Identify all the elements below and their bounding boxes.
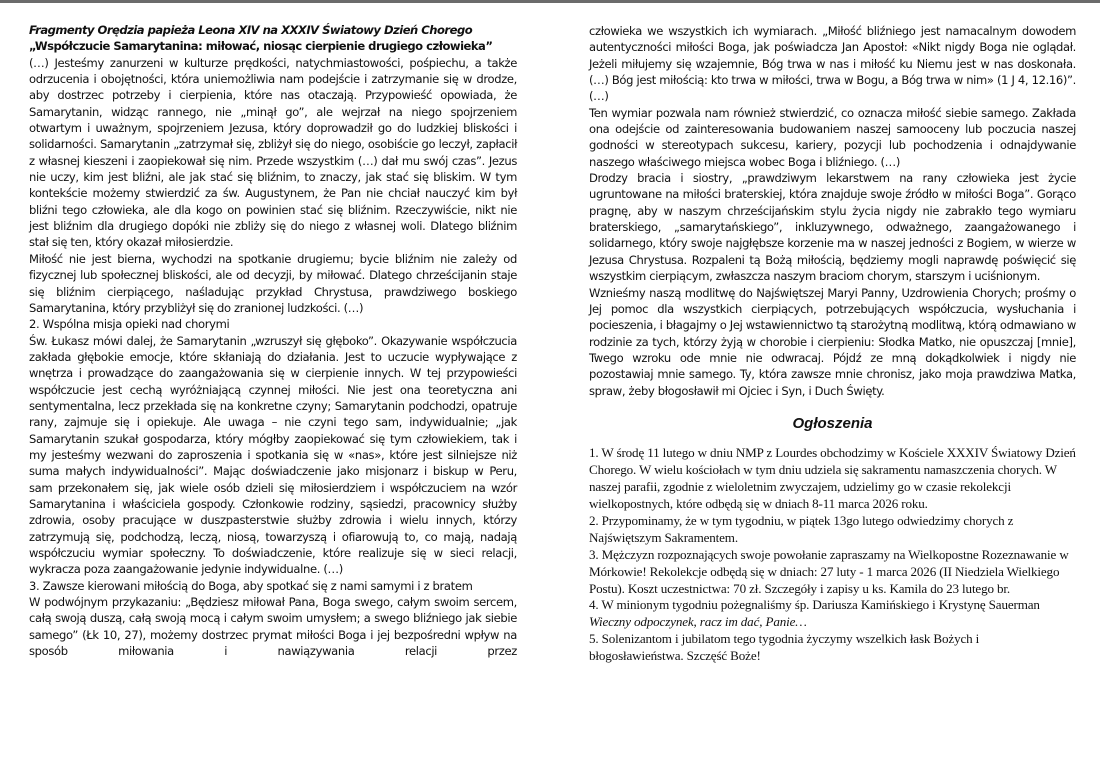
paragraph: Św. Łukasz mówi dalej, że Samarytanin „wzruszył się głęboko”. Okazywanie współczucia zakłada głębokie emocje, które skłaniają do działania. Jest to uczucie wypływające z wnętrza i prowadzące do zaangażowania się w cierpienie innych. W tej przypowieści współczucie jest cechą wyróżniającą czynnej miłości. Nie jest ona teoretyczna ani sentymentalna, lecz przekłada się na konkretne czyny; Samarytanin podchodzi, opatruje rany, zajmuje się i opiekuje. Ale uwaga – nie czyni tego sam, indywidualnie; „jak Samarytanin szukał gospodarza, który mógłby zaopiekować się tym człowiekiem, tak i my jesteśmy wezwani do zaproszenia i spotkania się w «nas», które jest silniejsze niż suma małych indywidualności”. Mając doświadczenie jako misjonarz i biskup w Peru, sam przekonałem się, jak wiele osób dzieli się miłosierdziem i współczuciem na wzór Samarytanina i właściciela gospody. Członkowie rodziny, sąsiedzi, pracownicy służby zdrowia, osoby pracujące w duszpasterstwie służby zdrowia i wielu innych, którzy zatrzymują się, podchodzą, leczą, niosą, towarzyszą i ofiarowują to, co mają, nadają współczuciu wymiar społeczny. To doświadczenie, które realizuje się w sieci relacji, wykracza poza zaangażowanie jedynie indywidualne. (…) (29, 333, 517, 577)
paragraph: Miłość nie jest bierna, wychodzi na spotkanie drugiemu; bycie bliźnim nie zależy od fizycznej lub społecznej bliskości, ale od decyzji, by miłować. Dlatego chrześcijanin staje się bliźnim cierpiącego, naśladując przykład Chrystusa, prawdziwego boskiego Samarytanina, który przybliżył się do zranionej ludzkości. (…) (29, 251, 517, 315)
paragraph: Drodzy bracia i siostry, „prawdziwym lekarstwem na rany człowieka jest życie ugruntowane na miłości braterskiej, która znajduje swoje źródło w miłości Boga”. Gorąco pragnę, aby w naszym chrześcijańskim stylu życia nigdy nie zabrakło tego wymiaru braterskiego, „samarytańskiego”, inkluzywnego, odważnego, zaangażowanego i solidarnego, który swoje najgłębsze korzenie ma w naszej jedności z Bogiem, w wierze w Jezusa Chrystusa. Rozpaleni tą Bożą miłością, będziemy mogli naprawdę poświęcić się wszystkim cierpiącym, zwłaszcza naszym braciom chorym, starszym i uciśnionym. (589, 171, 1076, 284)
announcements-heading: Ogłoszenia (792, 414, 873, 432)
document-subtitle: „Współczucie Samarytanina: miłować, niosąc cierpienie drugiego człowieka” (29, 39, 493, 54)
announcement-item (589, 597, 1076, 631)
paragraph: Ten wymiar pozwala nam również stwierdzić, co oznacza miłość siebie samego. Zakłada ona odejście od zainteresowania budowaniem naszej samooceny lub poczucia naszej godności w stereotypach sukcesu, kariery, pozycji lub pochodzenia i odnajdywanie naszego właściwego miejsca wobec Boga i bliźniego. (…) (589, 105, 1076, 169)
paragraph: W podwójnym przykazaniu: „Będziesz miłował Pana, Boga swego, całym swoim sercem, całą swoją duszą, całą swoją mocą i całym swoim umysłem; a swego bliźniego jak siebie samego” (Łk 10, 27), możemy dostrzec prymat miłości Boga i jej bezpośredni wpływ na sposób miłowania i nawiązywania relacji przez (29, 595, 517, 659)
paragraph: człowieka we wszystkich ich wymiarach. „Miłość bliźniego jest namacalnym dowodem autentyczności miłości Boga, jak poświadcza Jan Apostoł: «Nikt nigdy Boga nie oglądał. Jeżeli miłujemy się wzajemnie, Bóg trwa w nas i miłość ku Niemu jest w nas doskonała. (…) Bóg jest miłością: kto trwa w miłości, trwa w Bogu, a Bóg trwa w nim» (1 J 4, 12.16)”. (…) (589, 24, 1076, 104)
left-column (29, 22, 517, 659)
right-column (589, 23, 1076, 665)
announcement-item: 3. Mężczyzn rozpoznających swoje powołanie zapraszamy na Wielkopostne Rozeznawanie w Mórkowie! Rekolekcje odbędą się w dniach: 27 luty - 1 marca 2026 (II Niedziela Wielkiego Postu). Koszt uczestnictwa: 70 zł. Szczegóły i zapisy u ks. Kamila do 23 lutego br. (589, 546, 1069, 596)
paragraph: Wznieśmy naszą modlitwę do Najświętszej Maryi Panny, Uzdrowienia Chorych; prośmy o Jej pomoc dla wszystkich cierpiących, potrzebujących współczucia, wysłuchania i pocieszenia, i błagajmy o Jej wstawiennictwo tą starożytną modlitwą, którą odmawiano w rodzinie za tych, którzy żyją w chorobie i cierpieniu: Słodka Matko, nie opuszczaj [mnie], Twego wzroku ode mnie nie odwracaj. Pójdź ze mną dokądkolwiek i nigdy nie pozostawiaj mnie samego. Ty, która zawsze mnie chronisz, jako moja prawdziwa Matka, spraw, żeby błogosławił mi Ojciec i Syn, i Duch Święty. (589, 285, 1076, 398)
section-heading: 2. Wspólna misja opieki nad chorymi (29, 317, 230, 332)
announcement-item: 2. Przypominamy, że w tym tygodniu, w piątek 13go lutego odwiedzimy chorych z Najświętszym Sakramentem. (589, 512, 1014, 545)
announcements-list (589, 445, 1076, 665)
announcement-item: 1. W środę 11 lutego w dniu NMP z Lourdes obchodzimy w Kościele XXXIV Światowy Dzień Chorego. W wielu kościołach w tym dniu udziela się sakramentu namaszczenia chorych. W naszej parafii, zgodnie z wieloletnim zwyczajem, udzielimy go w czasie rekolekcji wielkopostnych, które odbędą się w dniach 8-11 marca 2026 roku. (589, 445, 1076, 511)
announcement-item: 5. Solenizantom i jubilatom tego tygodnia życzymy wszelkich łask Bożych i błogosławieństwa. Szczęść Boże! (589, 631, 980, 664)
page-top-border (0, 0, 1100, 3)
section-heading: 3. Zawsze kierowani miłością do Boga, aby spotkać się z nami samymi i z bratem (29, 578, 473, 593)
announcement-text: 4. W minionym tygodniu pożegnaliśmy śp. Dariusza Kamińskiego i Krystynę Sauerman (589, 597, 1040, 613)
announcement-italic-prayer: Wieczny odpoczynek, racz im dać, Panie… (589, 614, 807, 630)
document-title: Fragmenty Orędzia papieża Leona XIV na XXXIV Światowy Dzień Chorego (29, 23, 473, 37)
paragraph: (…) Jesteśmy zanurzeni w kulturze prędkości, natychmiastowości, pośpiechu, a także odrzucenia i obojętności, która uniemożliwia nam podejście i zatrzymanie się w drodze, aby dostrzec potrzeby i cierpienia, które nas otaczają. Przypowieść opowiada, że Samarytanin, widząc rannego, nie „minął go”, ale wejrzał na niego spojrzeniem otwartym i uważnym, spojrzeniem Jezusa, który doprowadził go do ludzkiej bliskości i solidarności. Samarytanin „zatrzymał się, zbliżył się do niego, osobiście go leczył, zapłacił z własnej kieszeni i zaopiekował się nim. Przede wszystkim (…) dał mu swój czas”. Jezus nie uczy, kim jest bliźni, ale jak stać się bliźnim, to znaczy, jak stać się bliskim. W tym kontekście możemy stwierdzić za św. Augustynem, że Pan nie chciał nauczyć kim był bliźni tego człowieka, ale dla kogo on powinien stać się bliźnim. Rzeczywiście, nikt nie jest bliźnim dla drugiego dopóki nie zbliży się do niego z własnej woli. Dlatego bliźnim stał się ten, który okazał miłosierdzie. (29, 55, 517, 250)
